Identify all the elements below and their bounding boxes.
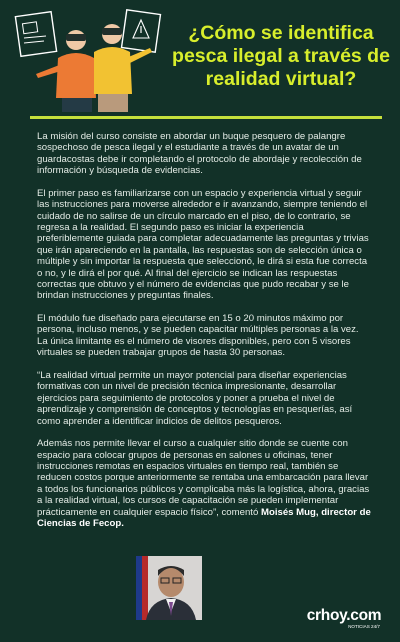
paragraph: El primer paso es familiarizarse con un espacio y experiencia virtual y seguir las instrucciones para moverse alrededor e ir avanzando, siempre teniendo el cuidado de no salirse de un círculo marcado en el piso, de lo contrario, se regresa a la realidad. El segundo paso es iniciar la experiencia preferiblemente guiada para completar adecuadamente las preguntas y trivias que irán apareciendo en la pantalla, las respuestas son de selección única o múltiple y sin importar la respuesta que seleccionó, le dirá si esta fue correcta o no, y le dirá el por qué. Al final del ejercicio se indican las respuestas correctas que obtuvo y el número de evidencias que pudo recabar y se le brindan instrucciones y preguntas finales. bbox=[37, 187, 369, 302]
portrait-photo bbox=[136, 556, 202, 620]
paragraph: El módulo fue diseñado para ejecutarse en 15 o 20 minutos máximo por persona, incluso menos, y se pueden capacitar múltiples personas a la vez. La única limitante es el número de visores disponibles, pero con 5 visores virtuales se pueden trabajar grupos de hasta 30 personas. bbox=[37, 313, 359, 359]
quote-attribution: Moisés Mug, director de Ciencias de Fecop. bbox=[37, 506, 371, 529]
crhoy-logo bbox=[304, 608, 384, 638]
logo-tagline: NOTICIAS 24/7 bbox=[348, 624, 380, 629]
portrait-image bbox=[136, 556, 202, 620]
title-divider bbox=[30, 116, 382, 119]
quote-text: Además nos permite llevar el curso a cualquier sitio donde se cuente con espacio para colocar grupos de personas en salones u oficinas, tener instrucciones remotas en espacios virtuales en tiempo real, también se reducen costos porque anteriormente se rentaba una embarcación para llevar a todos los funcionarios públicos y complicaba más la logística, ahora, gracias a la realidad virtual, los cursos de capacitación se pueden implementar prácticamente en cualquier espacio físico”, comentó bbox=[37, 438, 370, 518]
header bbox=[0, 0, 400, 118]
paragraph: La misión del curso consiste en abordar un buque pesquero de palangre sospechoso de pesca ilegal y el estudiante a través de un avatar de un guardacostas debe ir completando el protocolo de abordaje y recolección de información y búsqueda de evidencias. bbox=[37, 131, 362, 177]
logo-name: crhoy.com bbox=[306, 607, 382, 624]
paragraph: “La realidad virtual permite un mayor potencial para diseñar experiencias formativas con un nivel de precisión técnica impresionante, desarrollar ejercicios para seguimiento de protocolos y poner a prueba el nivel de aprendizaje y comprensión de conceptos y tecnologías en pesquerías, así como aprender a identificar indicios de delitos pesqueros. bbox=[37, 369, 353, 427]
vr-users-illustration bbox=[14, 8, 164, 116]
article-body bbox=[37, 131, 371, 541]
page-title: ¿Cómo se identifica pesca ilegal a través de realidad virtual? bbox=[172, 22, 390, 90]
quote-paragraph bbox=[37, 438, 371, 529]
